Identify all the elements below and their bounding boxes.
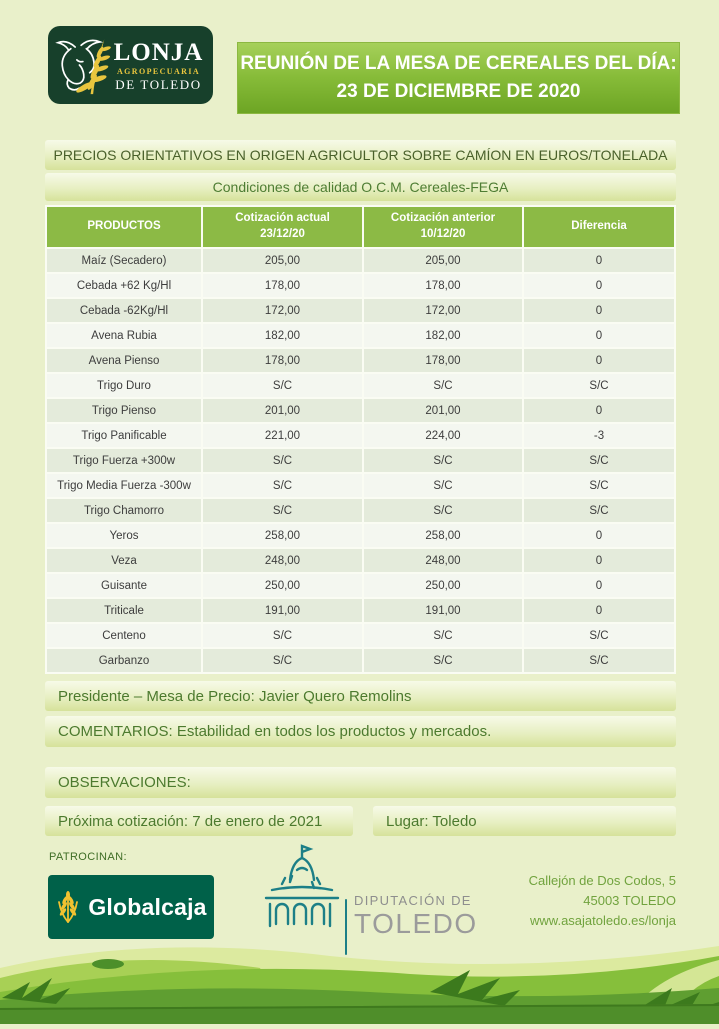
product-name: Cebada -62Kg/Hl [47, 299, 203, 322]
cell-value: 0 [595, 329, 603, 342]
cell-value: 191,00 [203, 599, 364, 622]
diputacion-building-svg [250, 842, 360, 960]
table-row [47, 622, 674, 647]
product-name: Centeno [47, 624, 203, 647]
cell-value: 250,00 [364, 574, 524, 597]
meeting-title-line2: 23 DE DICIEMBRE DE 2020 [336, 81, 581, 102]
diputacion-building-icon [250, 842, 360, 960]
product-name: Trigo Media Fuerza -300w [47, 474, 203, 497]
logo-subtitle-1: AGROPECUARIA [116, 66, 201, 76]
cell-value: 205,00 [203, 249, 364, 272]
cell-value: 0 [595, 354, 603, 367]
address-line2: 45003 TOLEDO [583, 893, 676, 909]
patrocinan-label: PATROCINAN: [49, 851, 127, 863]
comentarios-bar: COMENTARIOS: Estabilidad en todos los productos y mercados. [45, 716, 676, 747]
product-name: Yeros [47, 524, 203, 547]
cell-value: S/C [203, 624, 364, 647]
globalcaja-wheat-icon [55, 890, 81, 924]
meeting-title-banner [237, 42, 680, 114]
table-header-row [47, 207, 674, 247]
bull-wheat-svg [52, 31, 112, 99]
logo-subtitle-2: DE TOLEDO [115, 76, 202, 92]
product-name: Trigo Duro [47, 374, 203, 397]
price-table [45, 205, 676, 674]
meeting-title-line1: REUNIÓN DE LA MESA DE CEREALES DEL DÍA: [240, 52, 677, 74]
precios-banner: PRECIOS ORIENTATIVOS EN ORIGEN AGRICULTOR SOBRE CAMÍON EN EUROS/TONELADA [45, 140, 676, 170]
address-line3: www.asajatoledo.es/lonja [530, 913, 676, 929]
table-row [47, 547, 674, 572]
cell-value: 258,00 [203, 524, 364, 547]
cell-value: S/C [589, 479, 609, 492]
lugar-bar: Lugar: Toledo [373, 806, 676, 836]
proxima-cotizacion-bar: Próxima cotización: 7 de enero de 2021 [45, 806, 353, 836]
table-row [47, 322, 674, 347]
product-name: Guisante [47, 574, 203, 597]
table-row [47, 397, 674, 422]
table-row [47, 472, 674, 497]
cell-value: 250,00 [203, 574, 364, 597]
product-name: Garbanzo [47, 649, 203, 672]
cell-value: 178,00 [203, 349, 364, 372]
product-name: Trigo Pienso [47, 399, 203, 422]
product-name: Veza [47, 549, 203, 572]
cell-value: 0 [595, 529, 603, 542]
cell-value: 178,00 [364, 349, 524, 372]
cell-value: 258,00 [364, 524, 524, 547]
cell-value: 172,00 [364, 299, 524, 322]
product-name: Triticale [47, 599, 203, 622]
cell-value: 0 [595, 404, 603, 417]
cell-value: S/C [364, 624, 524, 647]
cell-value: S/C [364, 499, 524, 522]
lonja-logo [48, 26, 213, 104]
table-row [47, 597, 674, 622]
cell-value: 0 [595, 279, 603, 292]
cell-value: S/C [203, 474, 364, 497]
product-name: Trigo Chamorro [47, 499, 203, 522]
cell-value: S/C [589, 629, 609, 642]
cell-value: 0 [595, 254, 603, 267]
product-name: Cebada +62 Kg/Hl [47, 274, 203, 297]
cell-value: S/C [364, 649, 524, 672]
table-row [47, 247, 674, 272]
condiciones-banner: Condiciones de calidad O.C.M. Cereales-FEGA [45, 173, 676, 201]
address-line1: Callejón de Dos Codos, 5 [528, 873, 676, 888]
observaciones-bar: OBSERVACIONES: [45, 767, 676, 798]
table-row [47, 372, 674, 397]
table-row [47, 422, 674, 447]
cell-value: 178,00 [203, 274, 364, 297]
table-row [47, 297, 674, 322]
cell-value: 172,00 [203, 299, 364, 322]
cell-value: S/C [589, 454, 609, 467]
cell-value: 0 [595, 579, 603, 592]
column-header: Diferencia [571, 220, 627, 233]
cell-value: S/C [203, 374, 364, 397]
cell-value: 182,00 [364, 324, 524, 347]
globalcaja-logo [48, 875, 214, 939]
diputacion-text [354, 894, 478, 938]
cell-value: 0 [595, 304, 603, 317]
cell-value: 201,00 [203, 399, 364, 422]
table-row [47, 572, 674, 597]
cell-value: S/C [589, 504, 609, 517]
lonja-logo-text [112, 40, 205, 91]
cell-value: S/C [364, 474, 524, 497]
diputacion-line2: TOLEDO [354, 908, 478, 939]
cell-value: 224,00 [364, 424, 524, 447]
table-row [47, 347, 674, 372]
product-name: Trigo Fuerza +300w [47, 449, 203, 472]
cell-value: 248,00 [364, 549, 524, 572]
cell-value: S/C [203, 449, 364, 472]
globalcaja-wheat-svg [55, 890, 81, 924]
cell-value: 201,00 [364, 399, 524, 422]
cell-value: S/C [364, 449, 524, 472]
cell-value: 182,00 [203, 324, 364, 347]
cell-value: 0 [595, 554, 603, 567]
cell-value: S/C [203, 649, 364, 672]
address-block [529, 871, 676, 931]
cell-value: S/C [203, 499, 364, 522]
table-row [47, 497, 674, 522]
diputacion-line1: DIPUTACIÓN DE [354, 893, 472, 908]
column-header: PRODUCTOS [47, 207, 203, 247]
product-name: Trigo Panificable [47, 424, 203, 447]
cell-value: -3 [593, 429, 605, 442]
column-header: Cotización anterior 10/12/20 [364, 207, 524, 247]
cell-value: 205,00 [364, 249, 524, 272]
table-body [47, 247, 674, 672]
globalcaja-label: Globalcaja [88, 893, 207, 920]
cell-value: 178,00 [364, 274, 524, 297]
column-header: Cotización actual 23/12/20 [203, 207, 364, 247]
cell-value: 191,00 [364, 599, 524, 622]
table-row [47, 522, 674, 547]
diputacion-logo [250, 842, 478, 960]
cell-value: S/C [364, 374, 524, 397]
cell-value: S/C [589, 379, 609, 392]
presidente-bar: Presidente – Mesa de Precio: Javier Quero Remolins [45, 681, 676, 711]
table-row [47, 647, 674, 672]
bull-wheat-icon [52, 31, 112, 99]
product-name: Avena Pienso [47, 349, 203, 372]
cell-value: 248,00 [203, 549, 364, 572]
cell-value: 221,00 [203, 424, 364, 447]
product-name: Avena Rubia [47, 324, 203, 347]
logo-name: LONJA [113, 38, 204, 66]
cell-value: 0 [595, 604, 603, 617]
cell-value: S/C [589, 654, 609, 667]
table-row [47, 447, 674, 472]
product-name: Maíz (Secadero) [47, 249, 203, 272]
table-row [47, 272, 674, 297]
